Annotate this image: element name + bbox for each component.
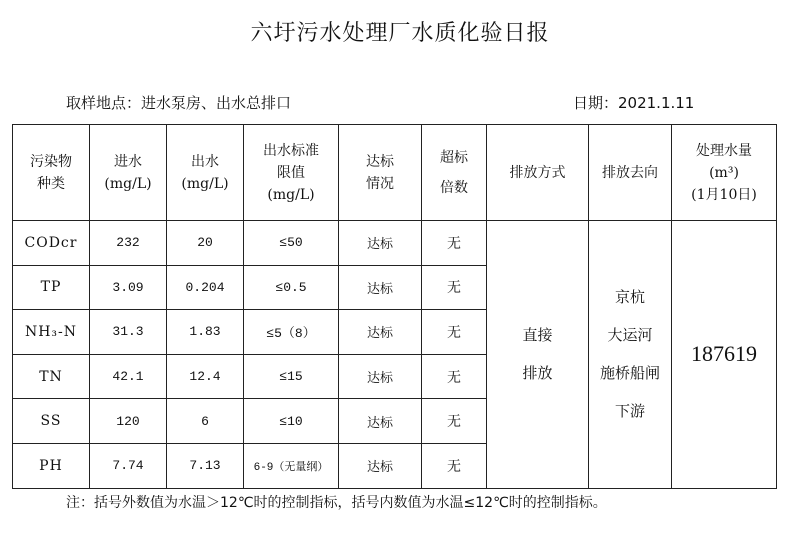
limit-cell: 6-9（无量纲） [244, 443, 339, 488]
header-pollutant-line1: 污染物 [30, 153, 72, 170]
pollutant-cell: CODcr [13, 221, 90, 266]
footnote: 注：括号外数值为水温＞12℃时的控制指标，括号内数值为水温≤12℃时的控制指标。 [66, 495, 607, 511]
header-status-line1: 达标 [366, 153, 394, 170]
header-discharge-method: 排放方式 [487, 125, 589, 221]
header-limit-line2: 限值 [277, 164, 305, 181]
water-quality-table [12, 124, 777, 489]
discharge-method-cell [487, 221, 589, 489]
effluent-cell: 1.83 [167, 310, 244, 355]
pollutant-cell: TN [13, 354, 90, 399]
discharge-dest-line1: 京杭 [614, 288, 645, 307]
header-volume-line3: (1月10日) [691, 186, 757, 203]
discharge-method-line1: 直接 [522, 326, 553, 345]
pollutant-cell: SS [13, 399, 90, 444]
exceed-cell: 无 [422, 310, 487, 355]
report-date: 日期：2021.1.11 [573, 94, 695, 112]
exceed-cell: 无 [422, 399, 487, 444]
header-pollutant [13, 125, 90, 221]
sample-location: 取样地点：进水泵房、出水总排口 [66, 94, 292, 112]
status-cell: 达标 [339, 443, 422, 488]
influent-cell: 42.1 [90, 354, 167, 399]
pollutant-cell: TP [13, 265, 90, 310]
discharge-dest-cell [589, 221, 672, 489]
header-limit [244, 125, 339, 221]
limit-cell: ≤50 [244, 221, 339, 266]
header-limit-line3: (mg/L) [267, 186, 315, 203]
effluent-cell: 0.204 [167, 265, 244, 310]
header-volume-line2: (m³) [709, 164, 739, 181]
header-row [13, 125, 777, 221]
discharge-dest-line3: 施桥船闸 [599, 364, 660, 383]
discharge-dest-line4: 下游 [614, 402, 645, 421]
pollutant-cell: PH [13, 443, 90, 488]
status-cell: 达标 [339, 354, 422, 399]
limit-cell: ≤10 [244, 399, 339, 444]
header-exceed [422, 125, 487, 221]
influent-cell: 232 [90, 221, 167, 266]
influent-cell: 3.09 [90, 265, 167, 310]
header-limit-line1: 出水标准 [263, 142, 319, 159]
status-cell: 达标 [339, 399, 422, 444]
header-effluent-line2: (mg/L) [181, 175, 229, 192]
header-status [339, 125, 422, 221]
status-cell: 达标 [339, 310, 422, 355]
effluent-cell: 6 [167, 399, 244, 444]
exceed-cell: 无 [422, 265, 487, 310]
discharge-dest-line2: 大运河 [607, 326, 653, 345]
pollutant-cell: NH₃-N [13, 310, 90, 355]
header-influent [90, 125, 167, 221]
limit-cell: ≤0.5 [244, 265, 339, 310]
limit-cell: ≤15 [244, 354, 339, 399]
limit-cell: ≤5（8） [244, 310, 339, 355]
influent-cell: 31.3 [90, 310, 167, 355]
status-cell: 达标 [339, 265, 422, 310]
effluent-cell: 12.4 [167, 354, 244, 399]
influent-cell: 7.74 [90, 443, 167, 488]
discharge-method-line2: 排放 [522, 364, 553, 383]
header-status-line2: 情况 [366, 175, 394, 192]
status-cell: 达标 [339, 221, 422, 266]
effluent-cell: 7.13 [167, 443, 244, 488]
report-title: 六圩污水处理厂水质化验日报 [250, 21, 550, 46]
header-volume-line1: 处理水量 [696, 142, 752, 159]
influent-cell: 120 [90, 399, 167, 444]
header-influent-line1: 进水 [114, 153, 142, 170]
table-row [13, 221, 777, 266]
exceed-cell: 无 [422, 354, 487, 399]
exceed-cell: 无 [422, 443, 487, 488]
volume-cell: 187619 [672, 221, 777, 489]
header-influent-line2: (mg/L) [104, 175, 152, 192]
header-exceed-line2: 倍数 [440, 179, 468, 196]
effluent-cell: 20 [167, 221, 244, 266]
header-exceed-line1: 超标 [440, 149, 468, 166]
header-effluent [167, 125, 244, 221]
header-effluent-line1: 出水 [191, 153, 219, 170]
header-volume [672, 125, 777, 221]
header-pollutant-line2: 种类 [37, 175, 65, 192]
exceed-cell: 无 [422, 221, 487, 266]
header-discharge-dest: 排放去向 [589, 125, 672, 221]
